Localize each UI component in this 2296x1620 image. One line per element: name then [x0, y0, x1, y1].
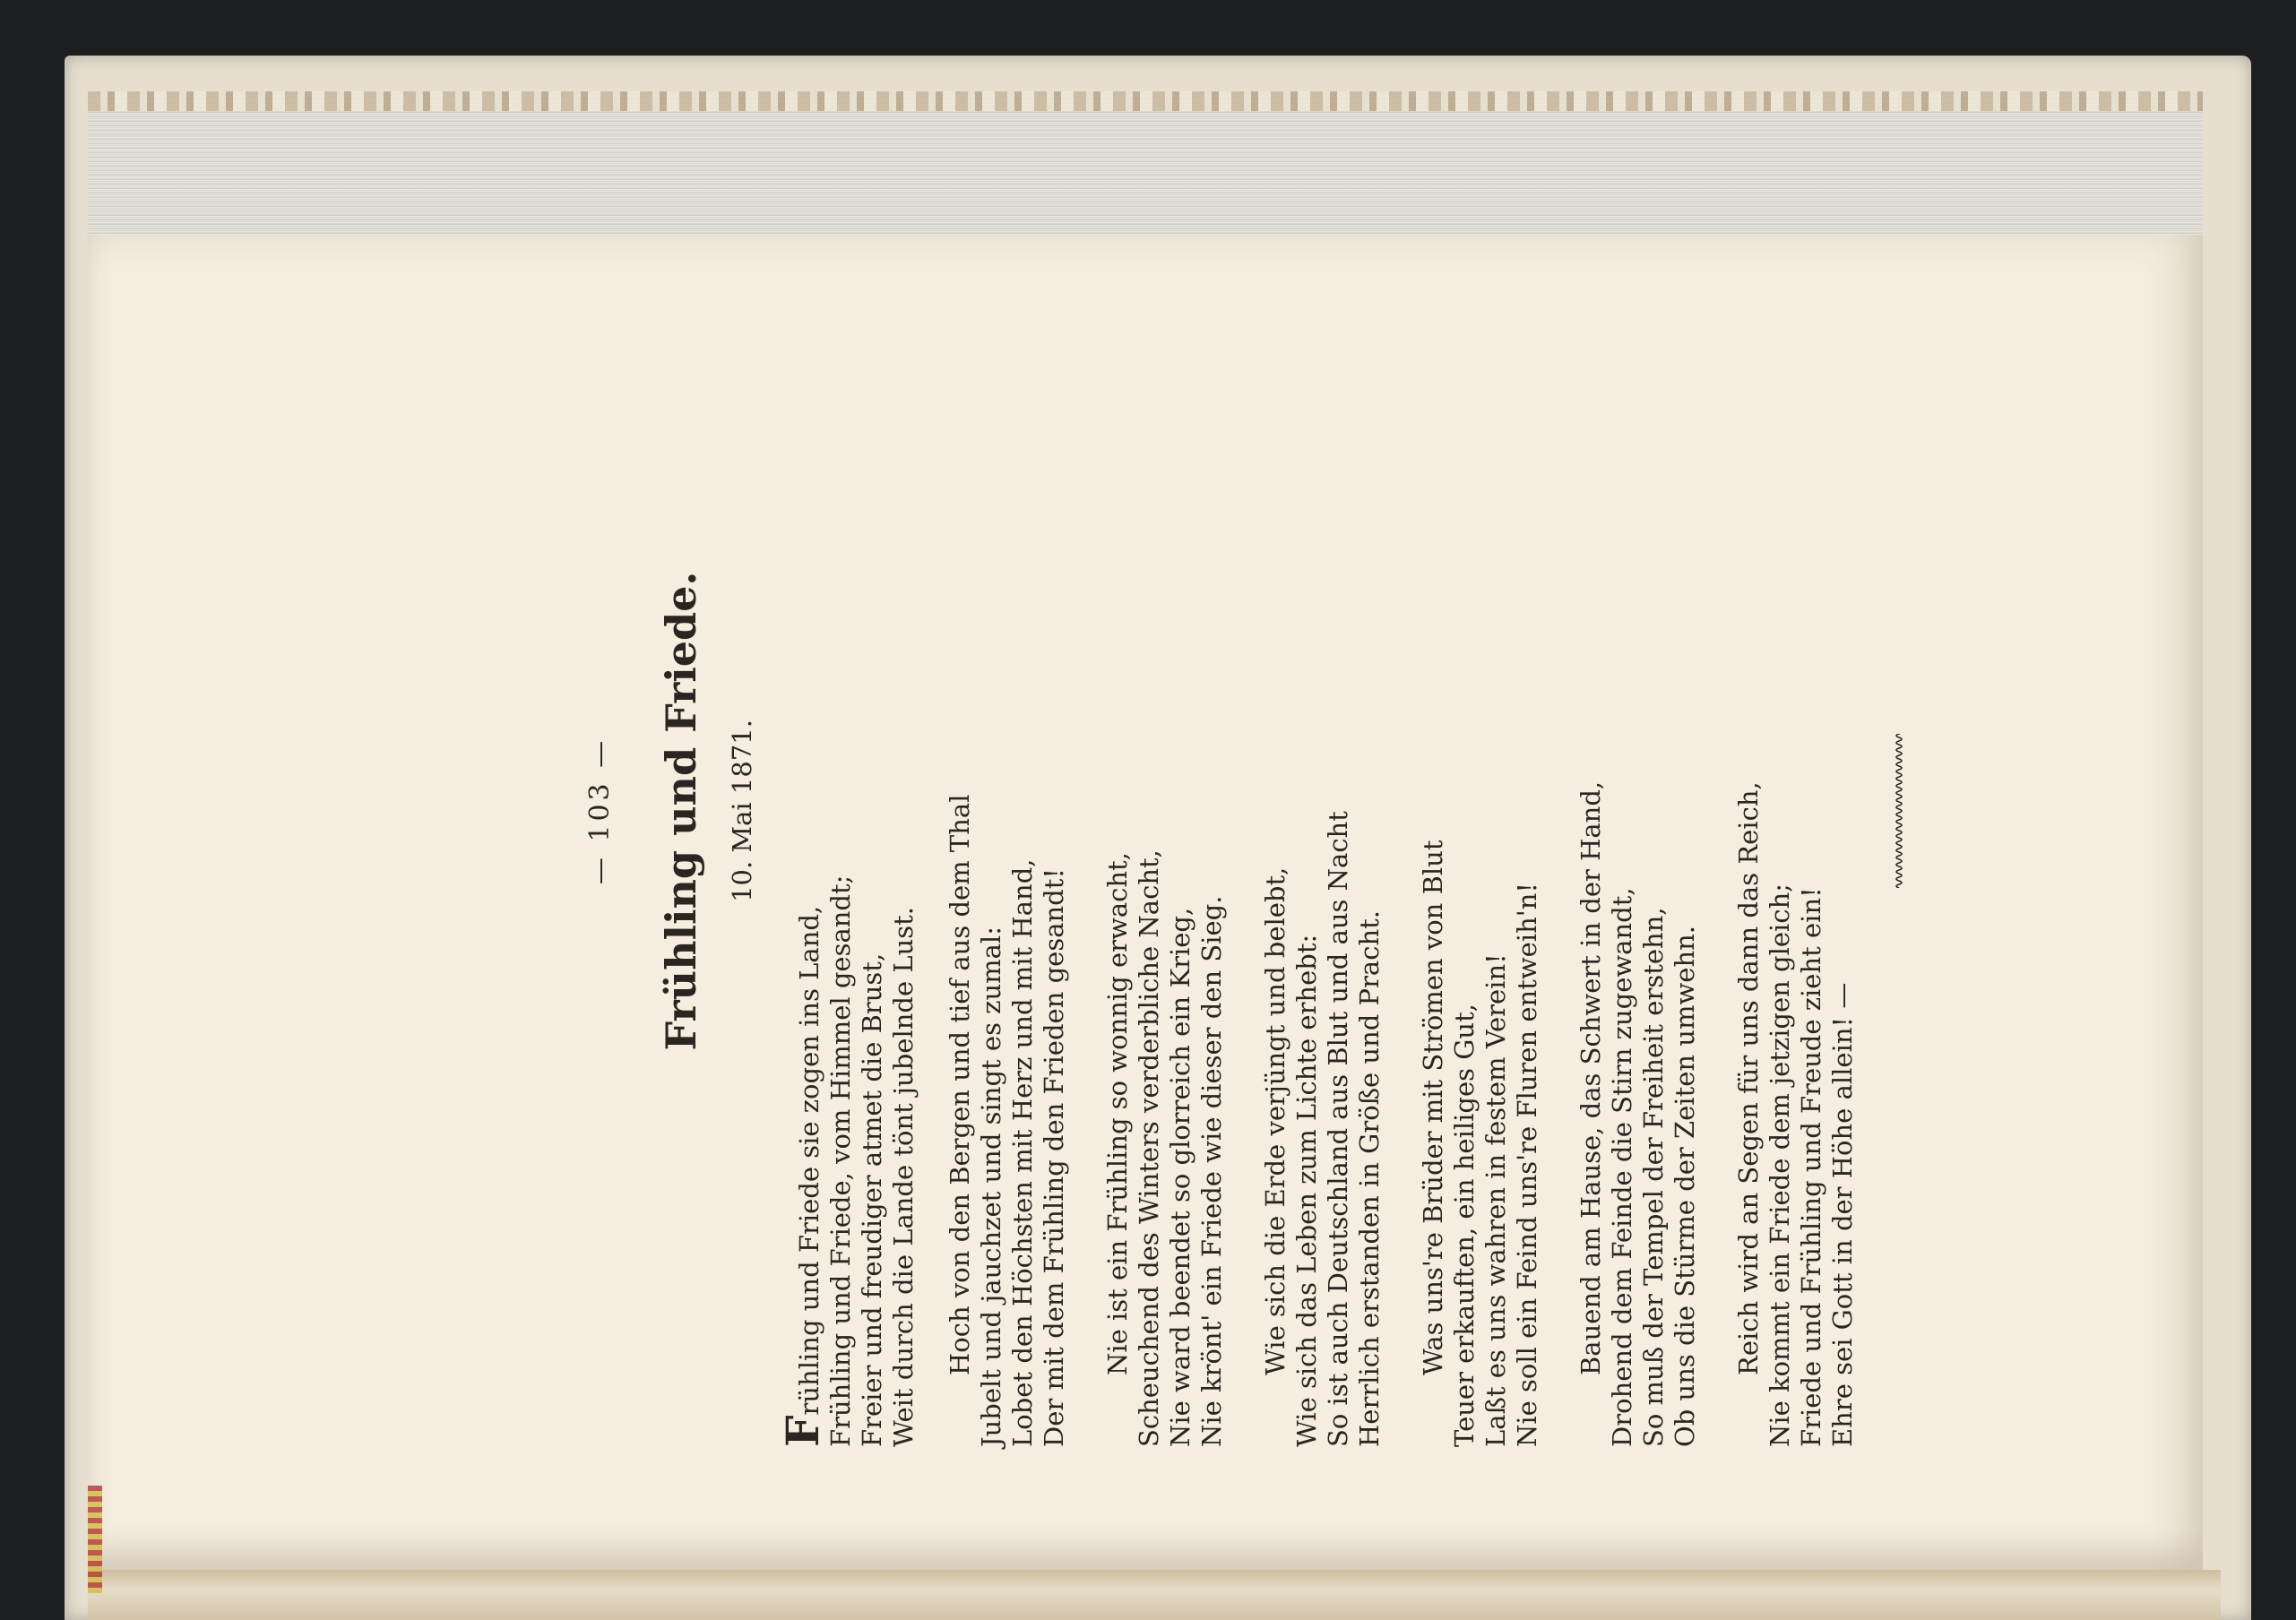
poem-line: So muß der Tempel der Freiheit erstehn,	[1638, 907, 1669, 1447]
poem-line: Frühling und Friede, vom Himmel gesandt;	[825, 875, 856, 1447]
poem-line: Lobet den Höchsten mit Herz und mit Hand,	[1007, 858, 1038, 1447]
headband	[88, 1486, 102, 1593]
poem-line: Nie ward beendet so glorreich ein Krieg,	[1165, 907, 1195, 1447]
poem-line: Weit durch die Lande tönt jubelnde Lust.	[888, 906, 919, 1447]
stanza-4	[1260, 175, 1385, 1447]
poem-line: Laßt es uns wahren in festem Verein!	[1480, 953, 1511, 1447]
wavy-ornament	[1893, 734, 1905, 888]
poem-line: Drohend dem Feinde die Stirn zugewandt,	[1607, 887, 1637, 1447]
poem-line: Teuer erkauften, ein heiliges Gut,	[1449, 1004, 1480, 1447]
poem-line: Was uns're Brüder mit Strömen von Blut	[1418, 840, 1448, 1375]
poem-line: Bauend am Hause, das Schwert in der Hand,	[1575, 780, 1606, 1375]
poem-line: Der mit dem Frühling den Frieden gesandt!	[1039, 867, 1069, 1447]
poem-line: Nie ist ein Frühling so wonnig erwacht,	[1102, 852, 1133, 1375]
poem-line: Jubelt und jauchzet und singt es zumal:	[976, 926, 1006, 1447]
poem-line: So ist auch Deutschland aus Blut und aus Nacht	[1323, 811, 1353, 1447]
poem-title: Frühling und Friede.	[657, 571, 705, 1051]
stanza-5	[1418, 175, 1543, 1447]
poem-line: Nie kommt ein Friede dem jetzigen gleich;	[1765, 883, 1795, 1447]
stanza-3	[1102, 175, 1228, 1447]
stanza-1	[776, 175, 919, 1447]
poem-line	[776, 175, 829, 1447]
poem-line: Scheuchend des Winters verderbliche Nacht,	[1134, 849, 1164, 1447]
poem-line: Wie sich die Erde verjüngt und belebt,	[1260, 866, 1290, 1375]
poem-line: Friede und Frühling und Freude zieht ein!	[1796, 887, 1826, 1447]
drop-cap: F	[776, 1415, 829, 1447]
poem-line-rest: rühling und Friede sie zogen ins Land,	[794, 905, 824, 1416]
poem-line: Herrlich erstanden in Größe und Pracht.	[1354, 909, 1385, 1447]
poem-line: Ehre sei Gott in der Höhe allein! —	[1827, 982, 1858, 1447]
poem-line: Nie soll ein Feind uns're Fluren entweih'n!	[1512, 882, 1542, 1447]
page-number: — 103 —	[584, 737, 616, 885]
poem-line: Freier und freudiger atmet die Brust,	[857, 952, 887, 1447]
page-content	[583, 175, 1918, 1447]
poem-line: Nie krönt' ein Friede wie dieser den Sieg.	[1196, 895, 1227, 1447]
poem-date: 10. Mai 1871.	[727, 720, 757, 902]
poem-line: Reich wird an Segen für uns dann das Reich,	[1733, 781, 1764, 1375]
poem-line: Hoch von den Bergen und tief aus dem Thal	[945, 794, 975, 1375]
poem-line: Wie sich das Leben zum Lichte erhebt:	[1291, 934, 1322, 1447]
marbled-edge-band	[88, 91, 2203, 111]
book-gutter	[88, 1570, 2221, 1620]
poem-line: Ob uns die Stürme der Zeiten umwehn.	[1670, 925, 1700, 1447]
stanza-7	[1733, 175, 1859, 1447]
stanza-2	[945, 175, 1070, 1447]
stanza-6	[1575, 175, 1701, 1447]
